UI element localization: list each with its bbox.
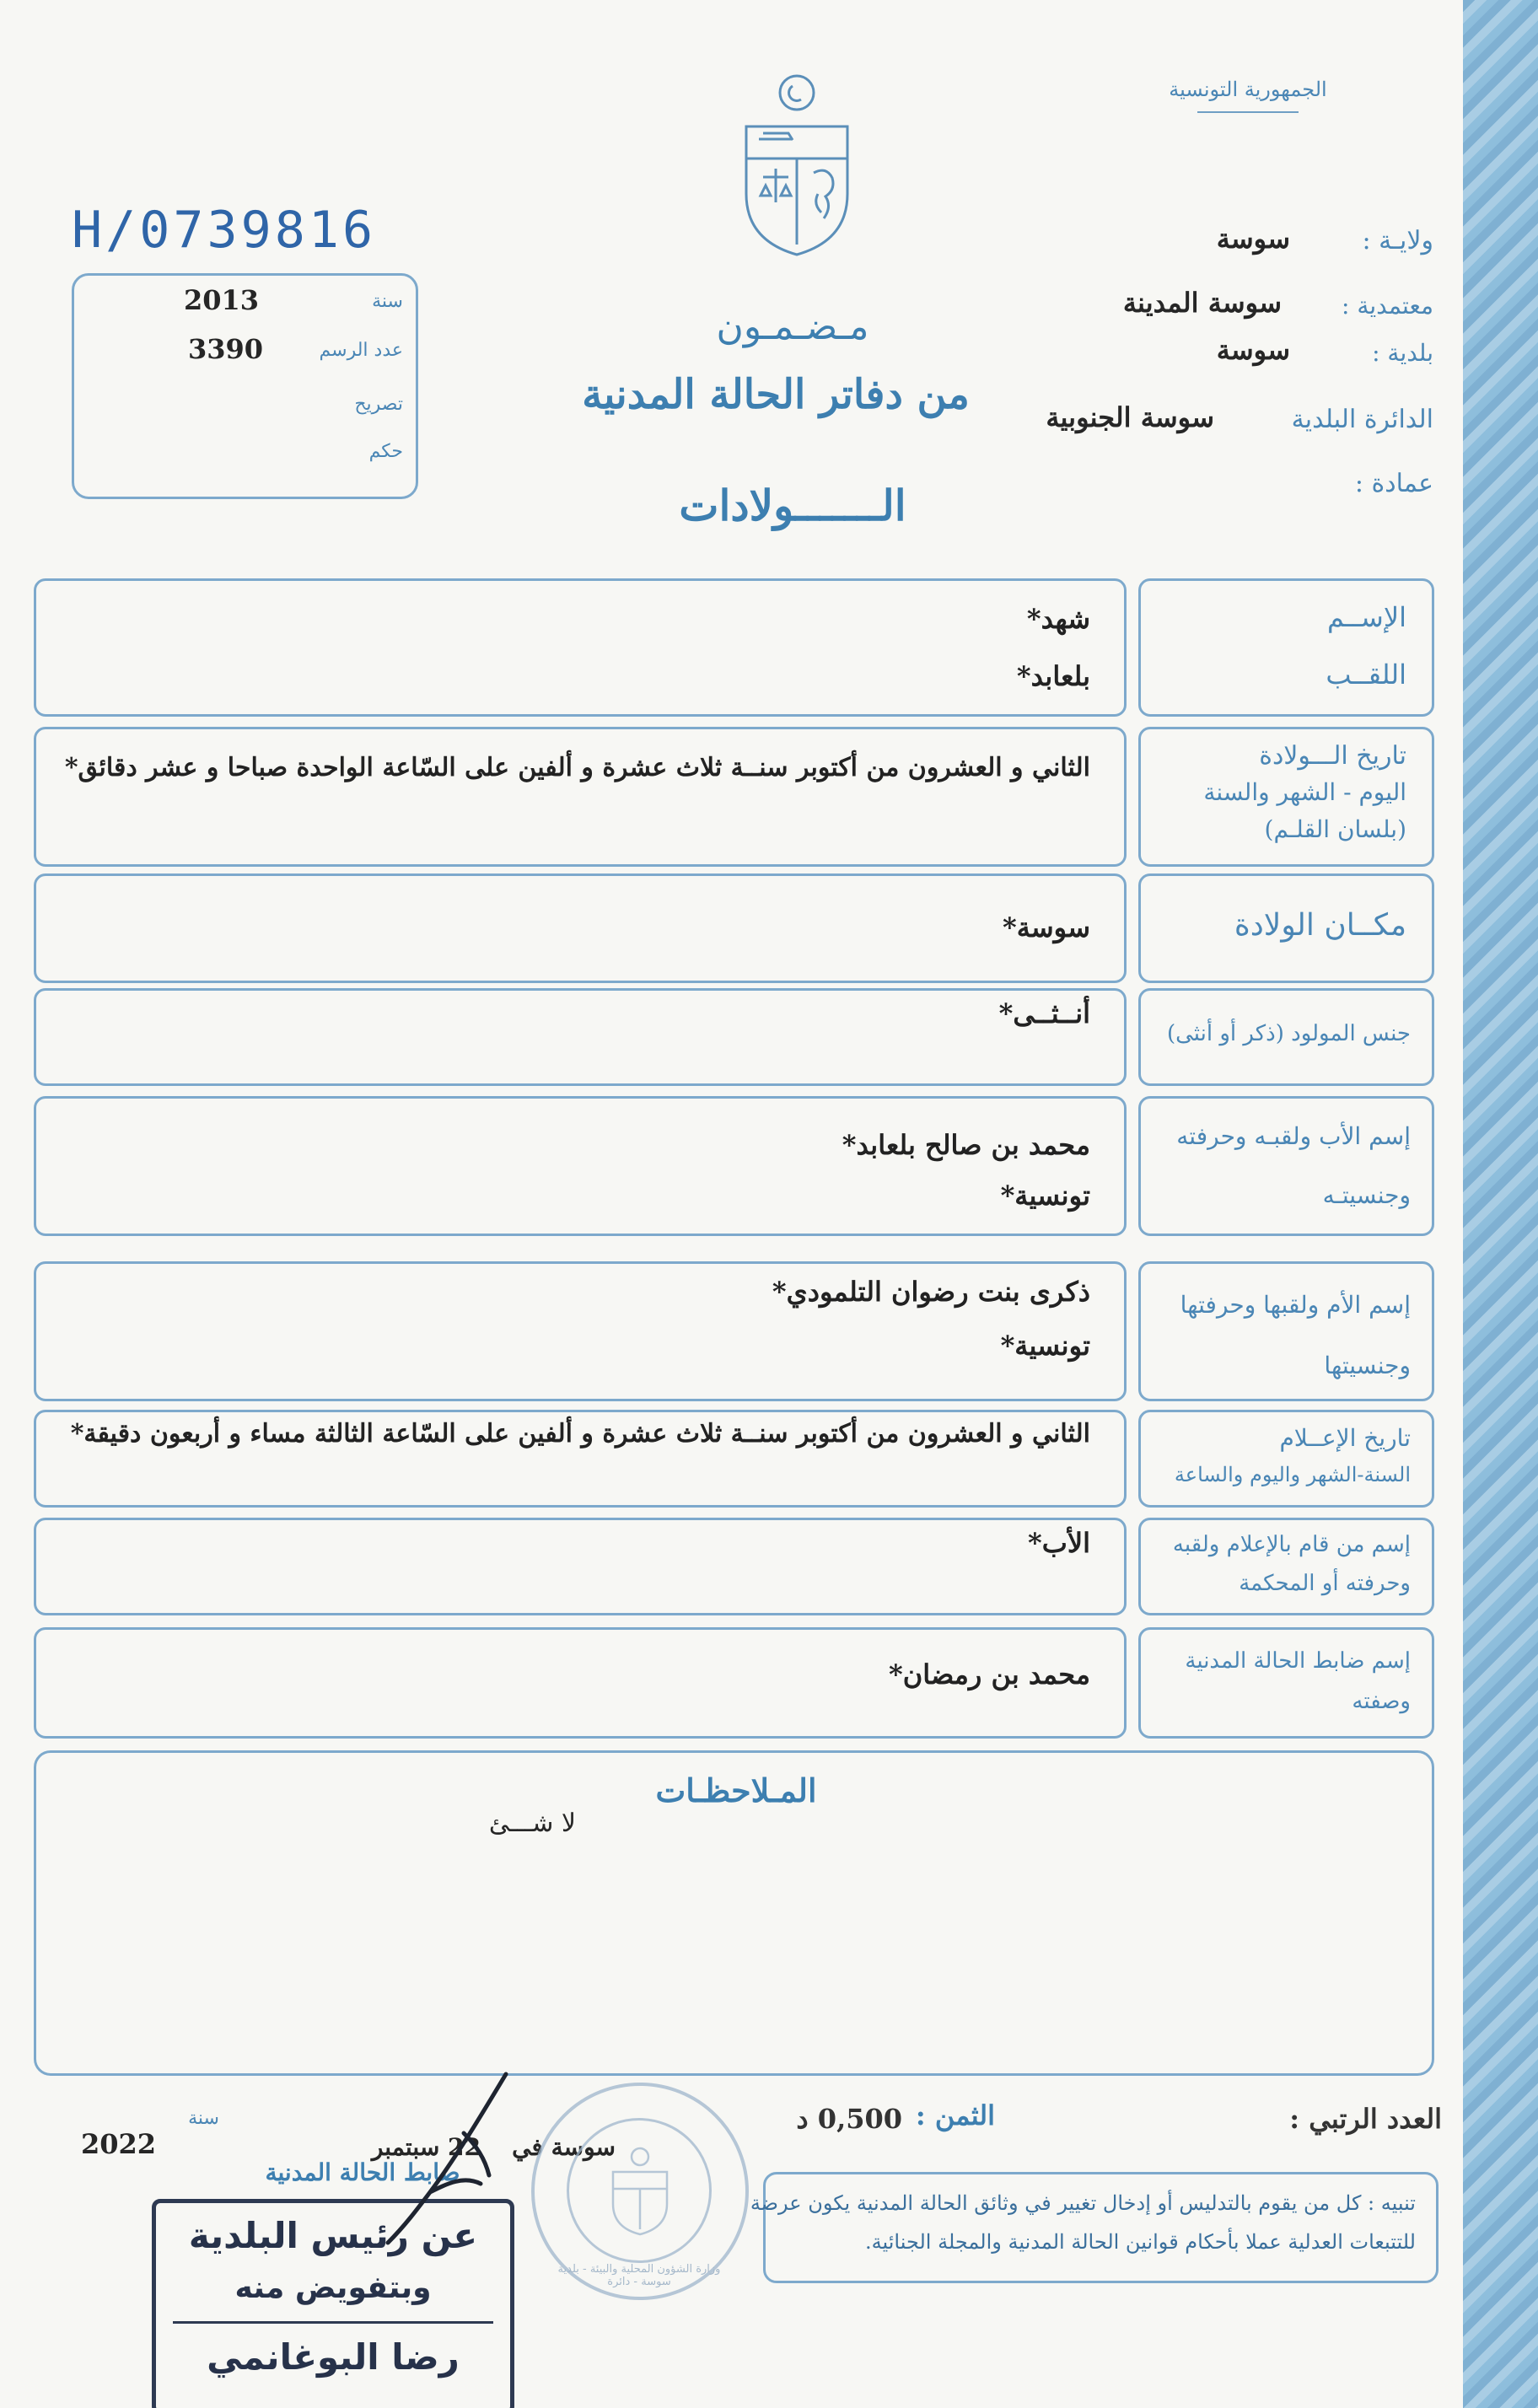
birth-place-label: مكــان الولادة — [1234, 908, 1406, 943]
handwritten-signature-icon — [337, 2057, 557, 2260]
warning-line1: تنبيه : كل من يقوم بالتدليس أو إدخال تغيير في وثائق الحالة المدنية يكون عرضة — [750, 2191, 1416, 2215]
warning-line2: للتتبعات العدلية عملا بأحكام قوانين الحالة المدنية والمجلة الجنائية. — [865, 2230, 1416, 2254]
row-name-value-box — [34, 578, 1127, 717]
title-line2: من دفاتر الحالة المدنية — [582, 371, 970, 418]
row-declarant-value-box — [34, 1518, 1127, 1615]
stamp-line2: وبتفويض منه — [234, 2271, 432, 2305]
mother-label-1: إسم الأم ولقبها وحرفتها — [1180, 1291, 1411, 1319]
row-sex-value-box — [34, 988, 1127, 1086]
declarant-value: الأب* — [1028, 1527, 1090, 1559]
moatamadia-label: معتمدية : — [1342, 292, 1433, 320]
row-birth-date-label-box — [1138, 727, 1434, 867]
remarks-title: المـلاحظـات — [655, 1771, 817, 1809]
omada-label: عمادة : — [1354, 469, 1433, 498]
serial-number-label: العدد الرتبي : — [1289, 2103, 1442, 2135]
moatamadia-value: سوسة المدينة — [1122, 287, 1282, 319]
father-label-1: إسم الأب ولقبـه وحرفته — [1176, 1122, 1411, 1150]
row-declaration-date-value-box — [34, 1410, 1127, 1508]
wilaya-value: سوسة — [1216, 223, 1290, 255]
issue-year-label: سنة — [188, 2108, 219, 2129]
mother-nationality-value: تونسية* — [1000, 1330, 1090, 1362]
row-birth-place-value-box — [34, 873, 1127, 983]
mother-label-2: وجنسيتها — [1324, 1352, 1411, 1379]
row-declarant-label-box — [1138, 1518, 1434, 1615]
tunisia-coat-of-arms-icon — [734, 67, 860, 261]
stamp-divider — [173, 2321, 493, 2324]
row-father-value-box — [34, 1096, 1127, 1236]
baladia-label: بلدية : — [1372, 339, 1433, 367]
registry-year-label: سنة — [372, 291, 403, 312]
row-officer-value-box — [34, 1627, 1127, 1739]
declaration-date-label-1: تاريخ الإعــلام — [1279, 1424, 1411, 1452]
issue-place: سوسة في — [512, 2133, 616, 2161]
row-name-label-box — [1138, 578, 1434, 717]
registry-judgment-label: حكم — [368, 441, 403, 462]
daira-label: الدائرة البلدية — [1291, 405, 1433, 434]
stamp-line3: رضا البوغانمي — [207, 2336, 460, 2378]
torn-blue-edge — [1463, 0, 1538, 2408]
officer-label-1: إسم ضابط الحالة المدنية — [1185, 1648, 1411, 1674]
price-value: 0,500 د — [796, 2103, 902, 2135]
last-name-value: بلعابد* — [1016, 660, 1090, 692]
mother-name-value: ذكرى بنت رضوان التلمودي* — [772, 1276, 1090, 1308]
officer-caption: ضابط الحالة المدنية — [265, 2158, 460, 2186]
registry-box — [72, 273, 418, 499]
baladia-value: سوسة — [1216, 334, 1290, 366]
officer-value: محمد بن رمضان* — [889, 1658, 1090, 1690]
declarant-label-1: إسم من قام بالإعلام ولقبه — [1172, 1532, 1411, 1557]
row-mother-value-box — [34, 1261, 1127, 1401]
first-name-label: الإســم — [1327, 601, 1406, 633]
father-name-value: محمد بن صالح بلعابد* — [842, 1129, 1090, 1161]
officer-label-2: وصفته — [1352, 1689, 1411, 1714]
registry-declaration-label: تصريح — [354, 394, 403, 415]
registry-number-label: عدد الرسم — [319, 340, 403, 361]
section-title: الـــــــولادات — [679, 481, 906, 530]
last-name-label: اللقــب — [1326, 658, 1406, 691]
row-officer-label-box — [1138, 1627, 1434, 1739]
sex-label: جنس المولود (ذكر أو أنثى) — [1166, 1021, 1411, 1046]
row-declaration-date-label-box — [1138, 1410, 1434, 1508]
issue-day-month: 22 سبتمبر — [371, 2133, 481, 2161]
wilaya-label: ولايـة : — [1362, 226, 1433, 255]
birth-place-value: سوسة* — [1002, 911, 1090, 943]
declaration-date-label-2: السنة-الشهر واليوم والساعة — [1174, 1463, 1411, 1486]
daira-value: سوسة الجنوبية — [1046, 401, 1214, 433]
warning-box — [750, 2172, 1439, 2283]
remarks-value: لا شـــئ — [488, 1809, 576, 1838]
first-name-value: شهد* — [1026, 603, 1090, 635]
stamp-line1: عن رئيس البلدية — [188, 2215, 478, 2256]
father-nationality-value: تونسية* — [1000, 1180, 1090, 1212]
father-label-2: وجنسيتـه — [1322, 1181, 1411, 1209]
title-line1: مـضـمـون — [716, 305, 869, 348]
declarant-label-2: وحرفته أو المحكمة — [1239, 1571, 1411, 1596]
sex-value: أنــثــى* — [998, 997, 1090, 1029]
row-birth-place-label-box — [1138, 873, 1434, 983]
price-label: الثمن : — [915, 2099, 995, 2131]
round-seal — [531, 2083, 749, 2300]
seal-emblem-icon — [606, 2145, 674, 2238]
registry-number-value: 3390 — [188, 333, 264, 365]
birth-date-label-3: (بلسان القلـم) — [1264, 815, 1406, 843]
birth-date-value: الثاني و العشرون من أكتوبر سنــة ثلاث عشرة و ألفين على السّاعة الواحدة صباحا و عشر دقائق* — [64, 753, 1090, 782]
republic-underline — [1197, 111, 1299, 113]
birth-date-label-1: تاريخ الـــولادة — [1259, 741, 1406, 771]
remarks-box — [34, 1750, 1434, 2076]
serial-number: H/0739816 — [72, 201, 377, 260]
row-birth-date-value-box — [34, 727, 1127, 867]
declaration-date-value: الثاني و العشرون من أكتوبر سنــة ثلاث عشرة و ألفين على السّاعة الثالثة مساء و أربعون دقيقة* — [70, 1419, 1090, 1449]
registry-year-value: 2013 — [184, 284, 260, 316]
issue-year-value: 2022 — [81, 2128, 157, 2160]
row-father-label-box — [1138, 1096, 1434, 1236]
row-mother-label-box — [1138, 1261, 1434, 1401]
republic-heading: الجمهورية التونسية — [1169, 78, 1327, 101]
birth-date-label-2: اليوم - الشهر والسنة — [1203, 778, 1406, 806]
seal-text: وزارة الشؤون المحلية والبيئة - بلدية سوسة - دائرة — [557, 2263, 721, 2288]
row-sex-label-box — [1138, 988, 1434, 1086]
